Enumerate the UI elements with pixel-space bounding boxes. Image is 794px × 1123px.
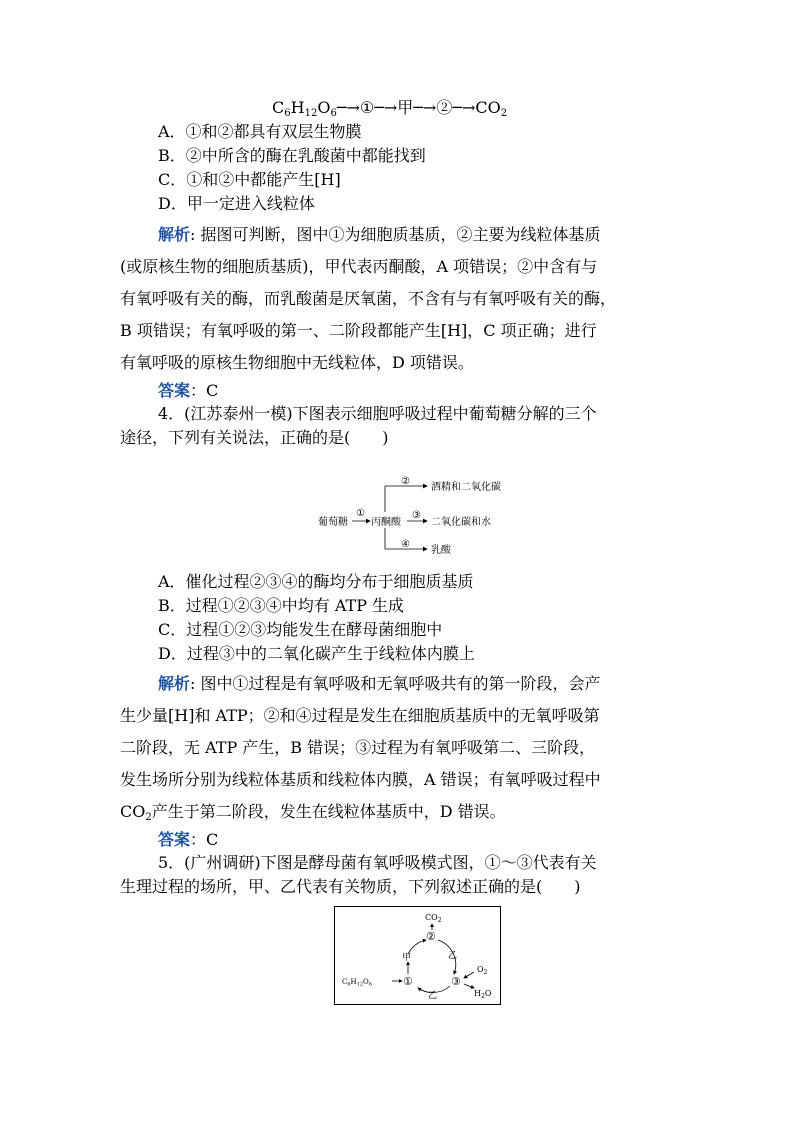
q4-pathway-diagram: [318, 476, 518, 560]
q3-analysis-line-1: 解析: 据图可判断，图中①为细胞质基质，②主要为线粒体基质: [158, 225, 601, 244]
formula-product: $CO_2$: [475, 98, 508, 119]
q3-option-d: D．甲一定进入线粒体: [158, 194, 315, 213]
analysis-label: 解析: [158, 674, 191, 693]
diagram-yi-top: 乙: [448, 951, 458, 961]
diagram-step1-label: ①: [356, 508, 365, 519]
q4-option-a: A．催化过程②③④的酶均分布于细胞质基质: [158, 572, 474, 591]
q4-analysis-line-4: 发生场所分别为线粒体基质和线粒体内膜，A 错误；有氧呼吸过程中: [120, 770, 601, 789]
q4-option-b: B．过程①②③④中均有 ATP 生成: [158, 596, 405, 615]
q4-option-c: C．过程①②③均能发生在酵母菌细胞中: [158, 620, 443, 639]
q4-answer: 答案：C: [158, 830, 219, 849]
diagram-yi-bottom: 乙: [428, 991, 438, 1001]
q4-analysis-line-1: 解析: 图中①过程是有氧呼吸和无氧呼吸共有的第一阶段，会产: [158, 674, 601, 693]
q3-analysis-line-5: 有氧呼吸的原核生物细胞中无线粒体，D 项错误。: [120, 353, 474, 372]
q3-answer: 答案：C: [158, 381, 219, 400]
diagram-glucose: $C_6H_{12}O_6$: [342, 978, 372, 988]
q4-analysis-line-3: 二阶段，无 ATP 产生，B 错误；③过程为有氧呼吸第二、三阶段，: [120, 738, 596, 757]
diagram-step2: ②: [426, 930, 436, 943]
diagram-step3-label: ③: [412, 510, 421, 521]
q3-option-c: C．①和②中都能产生[H]: [158, 170, 341, 189]
analysis-label: 解析: [158, 225, 191, 244]
answer-label: 答案: [158, 381, 191, 400]
diagram-step3: ③: [451, 975, 461, 988]
q4-stem-line-1: 4．(江苏泰州一模)下图表示细胞呼吸过程中葡萄糖分解的三个: [158, 404, 597, 423]
arrow-icon: ─→: [452, 98, 476, 117]
q4-analysis-line-5: $CO_2$产生于第二阶段，发生在线粒体基质中，D 错误。: [120, 802, 506, 823]
arrow-icon: ─→: [336, 98, 360, 117]
diagram-glucose-label: 葡萄糖: [318, 517, 348, 528]
diagram-step2-label: ②: [401, 476, 410, 487]
diagram-o2: $O_2$: [477, 965, 488, 976]
q3-option-b: B．②中所含的酶在乳酸菌中都能找到: [158, 146, 426, 165]
answer-label: 答案: [158, 830, 191, 849]
q3-option-a: A．①和②都具有双层生物膜: [158, 122, 362, 141]
arrow-icon: ─→: [374, 98, 398, 117]
diagram-output-3: 二氧化碳和水: [431, 517, 491, 528]
diagram-step4-label: ④: [401, 539, 410, 550]
q5-stem-line-1: 5．(广州调研)下图是酵母菌有氧呼吸模式图，①～③代表有关: [158, 853, 597, 872]
arrow-icon: ─→: [413, 98, 437, 117]
diagram-h2o: $H_2O$: [474, 989, 492, 1000]
q3-analysis-line-4: B 项错误；有氧呼吸的第一、二阶段都能产生[H]，C 项正确；进行: [120, 321, 597, 340]
diagram-pyruvate-label: 丙酮酸: [371, 517, 401, 528]
q3-formula: [272, 98, 507, 124]
formula-step2: ②: [436, 98, 453, 117]
diagram-co2: $CO_2$: [425, 913, 442, 924]
diagram-jia: 甲: [402, 953, 412, 963]
formula-mid: 甲: [397, 98, 414, 117]
q3-analysis-line-2: (或原核生物的细胞质基质)，甲代表丙酮酸，A 项错误；②中含有与: [120, 257, 598, 276]
q4-analysis-line-2: 生少量[H]和 ATP；②和④过程是发生在细胞质基质中的无氧呼吸第: [120, 706, 600, 725]
diagram-output-2: 酒精和二氧化碳: [431, 482, 501, 493]
q5-yeast-respiration-diagram: [334, 906, 502, 1006]
q4-option-d: D．过程③中的二氧化碳产生于线粒体内膜上: [158, 644, 475, 663]
formula-glucose: $C_6H_{12}O_6$: [272, 98, 337, 119]
formula-step1: ①: [359, 98, 375, 117]
diagram-output-4: 乳酸: [431, 545, 451, 556]
q4-stem-line-2: 途径，下列有关说法，正确的是( ): [120, 428, 389, 447]
q5-stem-line-2: 生理过程的场所，甲、乙代表有关物质，下列叙述正确的是( ): [120, 877, 581, 896]
q3-analysis-line-3: 有氧呼吸有关的酶，而乳酸菌是厌氧菌，不含有与有氧呼吸有关的酶，: [120, 289, 617, 308]
diagram-step1: ①: [403, 975, 413, 988]
